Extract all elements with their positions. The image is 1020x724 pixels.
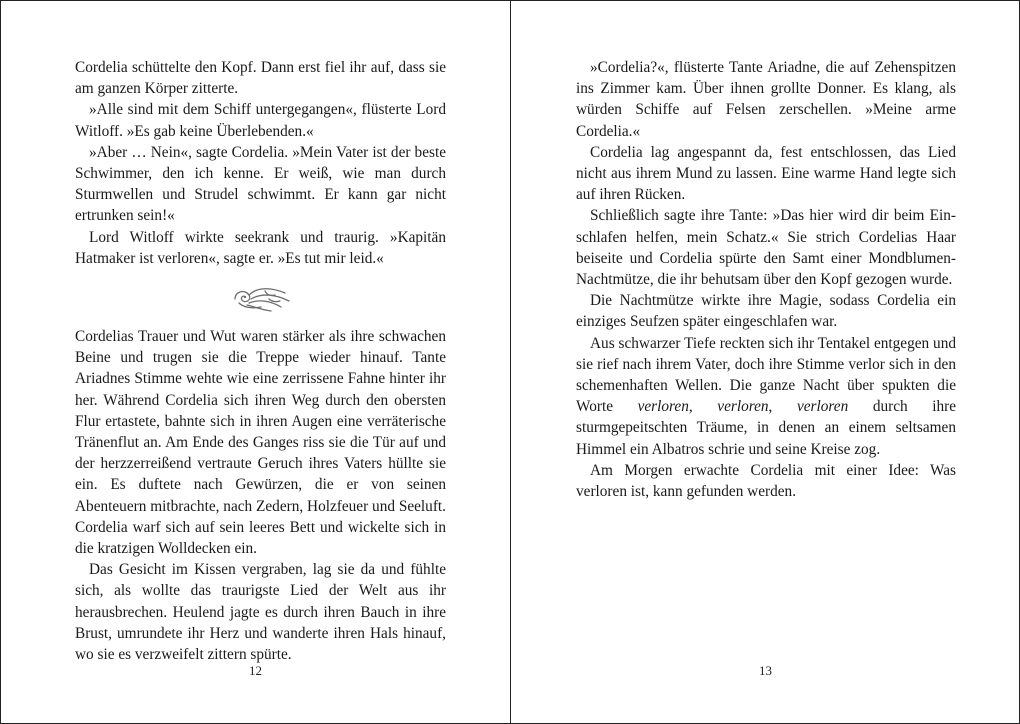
right-page-text — [576, 57, 956, 502]
paragraph: Lord Witloff wirkte seekrank und traurig. »Kapitän Hatmaker ist verloren«, sagte er. »Es tut mir leid.« — [75, 228, 446, 267]
swirl-ornament-icon — [225, 277, 297, 317]
paragraph: Cordelia schüttelte den Kopf. Dann erst fiel ihr auf, dass sie am ganzen Körper zitterte. — [75, 59, 446, 98]
paragraph — [576, 333, 956, 460]
paragraph: Schließlich sagte ihre Tante: »Das hier wird dir beim Einschlafen helfen, mein Schatz.« Sie strich Cordelias Haar beiseite und Cordelia spürte den Samt einer Mondblumen-Nachtmütze, die ihr behutsam über den Kopf gezogen wurde. — [576, 207, 956, 289]
separator: , — [768, 398, 797, 416]
paragraph: Cordelias Trauer und Wut waren stärker als ihre schwachen Beine und trugen sie die Treppe wieder hinauf. Tante Ariadnes Stimme wehte wie eine zerrissene Fahne hinter ihr her. Während Cordelia sich ihren Weg durch den obersten Flur ertastete, bahnte sich in ihren Augen eine verräterische Tränenflut an. Am Ende des Ganges riss sie die Tür auf und der herzzerreißend vertraute Geruch ihres Vaters hüllte sie ein. Es duftete nach Gewürzen, die er von seinen Abenteuern mitbrachte, nach Zedern, Holzfeuer und Seeluft. Cordelia warf sich auf sein leeres Bett und wickelte sich in die kratzigen Wolldecken ein. — [75, 328, 446, 558]
paragraph: Cordelia lag angespannt da, fest entschlossen, das Lied nicht aus ihrem Mund zu lassen. Eine warme Hand legte sich auf ihren Rücken. — [576, 143, 956, 204]
left-page-text — [75, 57, 446, 665]
emphasis: verloren — [796, 398, 849, 416]
paragraph-text: Aus schwarzer Tiefe reckten sich ihr Tentakel entgegen und sie rief nach ihrem Vater, doch ihre Stimme verlor sich in den schemenhaften Wellen. Die ganze Nacht über spukten die Worte — [576, 334, 956, 416]
page-number: 13 — [759, 663, 772, 678]
left-page — [1, 1, 510, 723]
paragraph: Am Morgen erwachte Cordelia mit einer Idee: Was verloren ist, kann gefunden werden. — [576, 461, 956, 501]
paragraph: »Aber … Nein«, sagte Cordelia. »Mein Vater ist der beste Schwimmer, den ich kenne. Er weiß, wie man durch Sturmwellen und Strudel schwimmt. Er kann gar nicht ertrunken sein!« — [75, 143, 446, 225]
paragraph: Das Gesicht im Kissen vergraben, lag sie da und fühlte sich, als wollte das traurigste Lied der Welt aus ihr herausbrechen. Heulend jagte es durch ihren Bauch in ihre Brust, umrundete ihr Herz und wanderte ihren Hals hinauf, wo sie es verzweifelt zittern spürte. — [75, 561, 446, 664]
emphasis: verloren — [637, 398, 689, 416]
paragraph: »Alle sind mit dem Schiff untergegangen«, flüsterte Lord Witloff. »Es gab keine Überlebenden.« — [75, 101, 446, 140]
right-page — [511, 1, 1020, 723]
paragraph: »Cordelia?«, flüsterte Tante Ariadne, die auf Zehenspitzen ins Zimmer kam. Über ihnen grollte Donner. Es klang, als würden Schiffe auf Felsen zerschellen. »Meine arme Cordelia.« — [576, 59, 956, 140]
emphasis: verloren — [717, 398, 769, 416]
separator: , — [688, 398, 718, 416]
page-number: 12 — [249, 663, 262, 678]
paragraph-text: durch ihre sturmgepeitschten Träume, in denen an einem seltsamen Himmel ein Albatros schrie und seine Kreise zog. — [576, 398, 957, 458]
paragraph: Die Nachtmütze wirkte ihre Magie, sodass Cordelia ein einziges Seufzen später eingeschlafen war. — [576, 292, 956, 331]
